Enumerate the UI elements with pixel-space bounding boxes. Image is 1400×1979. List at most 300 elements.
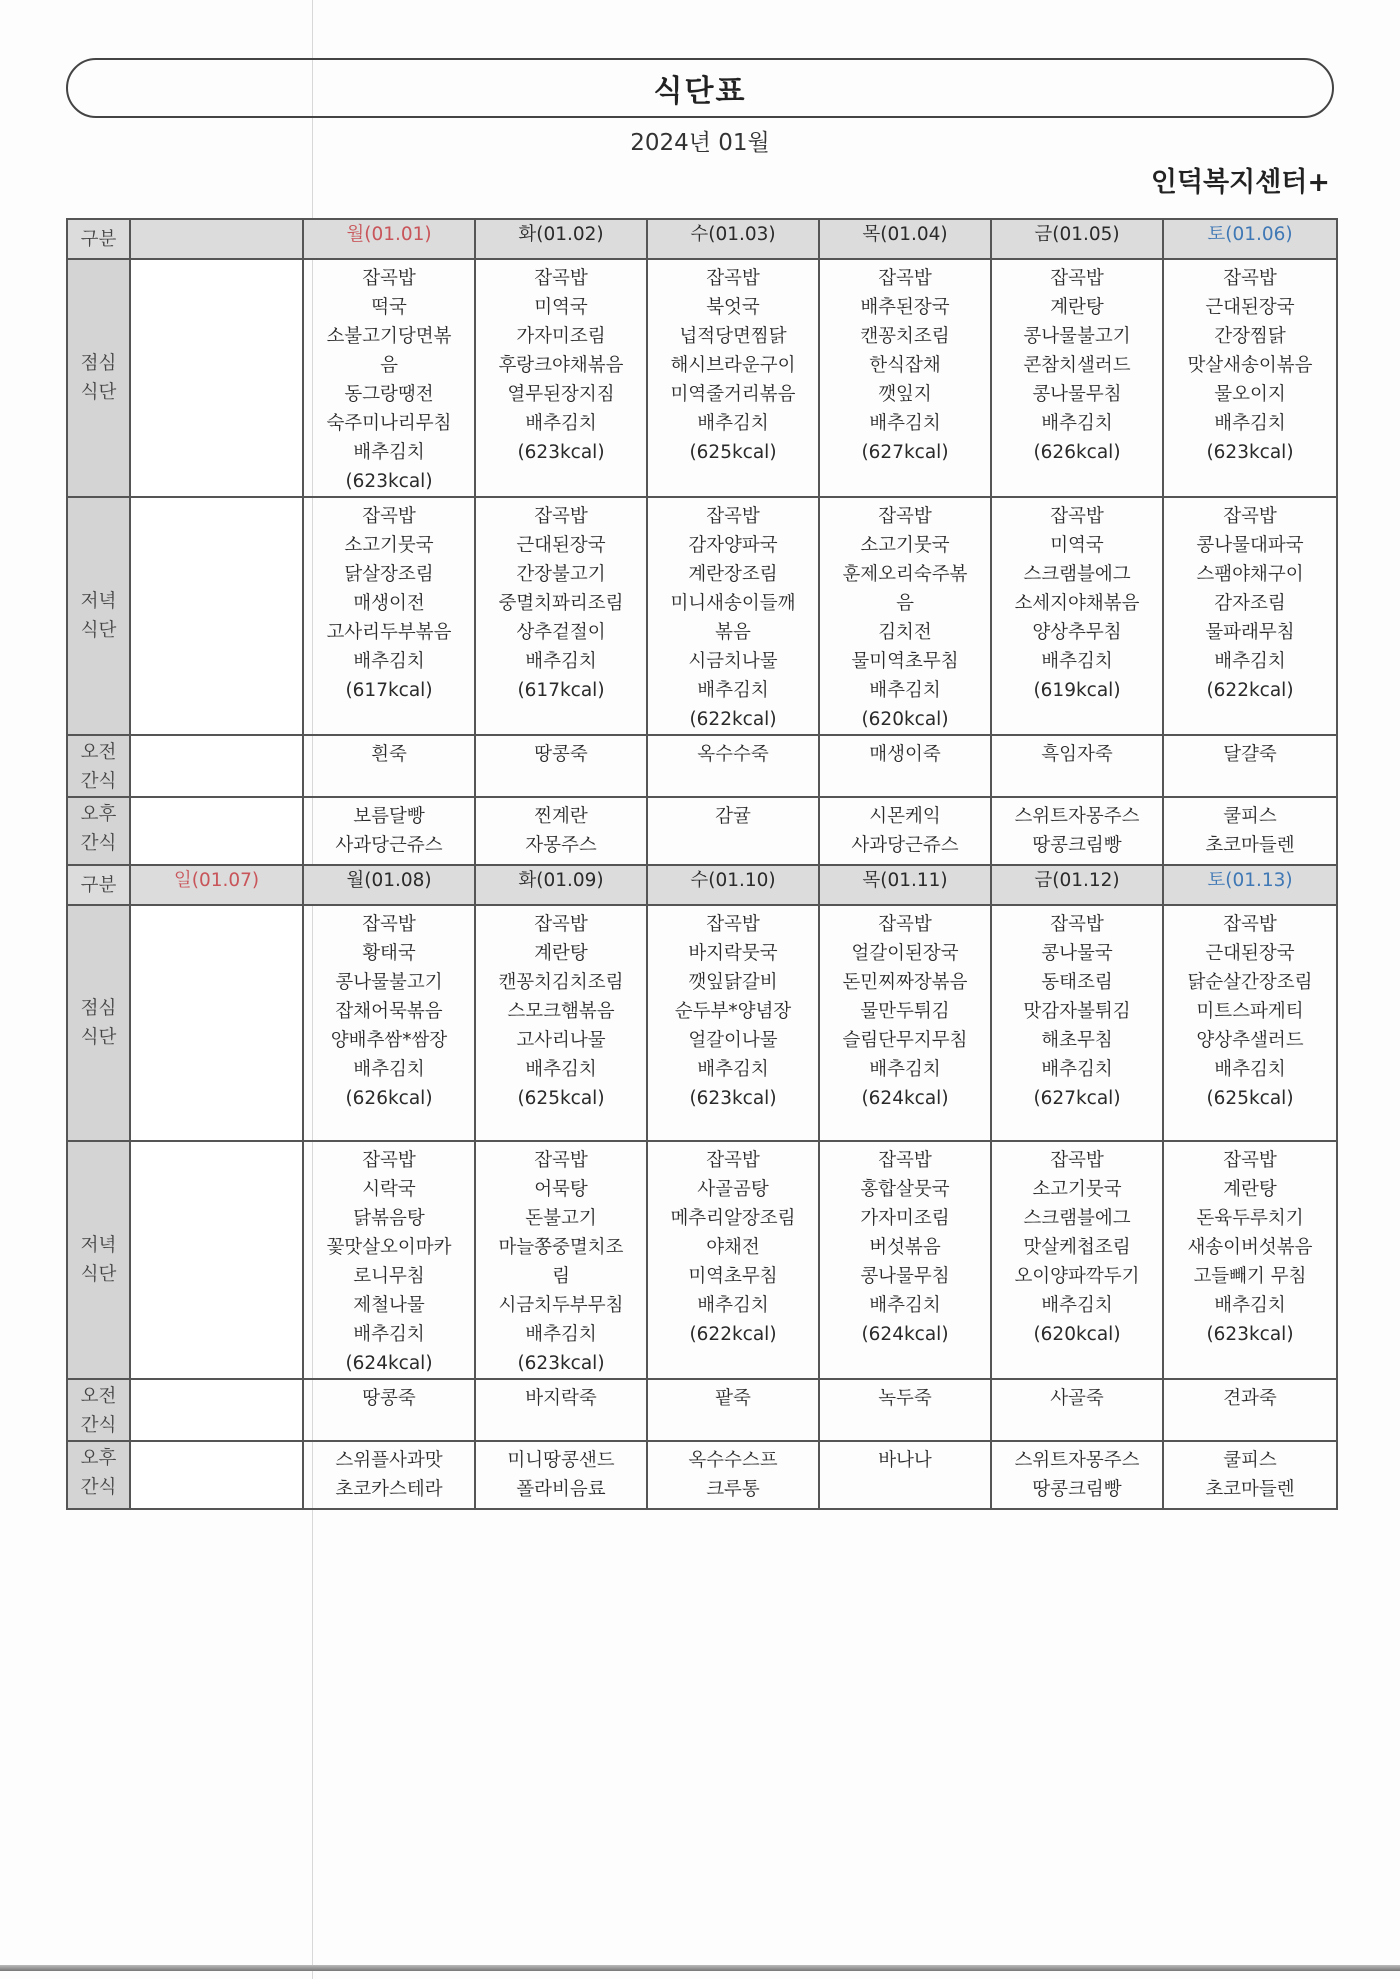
label-line: 간식: [80, 771, 117, 792]
dinner-label: [67, 497, 130, 735]
menu-item: 시락국: [362, 1179, 416, 1200]
menu-item: 땅콩죽: [362, 1388, 416, 1409]
menu-item: (620kcal): [1033, 1324, 1121, 1345]
menu-item: 맛감자볼튀김: [1023, 1001, 1131, 1022]
menu-item: (623kcal): [517, 1353, 605, 1374]
menu-item: 림: [552, 1266, 570, 1287]
am-snack-cell: [475, 735, 647, 797]
menu-item: 김치전: [878, 622, 932, 643]
am-snack-label: [67, 1379, 130, 1441]
menu-item: 해시브라운구이: [670, 355, 796, 376]
page-title: 식단표: [653, 74, 747, 109]
menu-item: 제철나물: [353, 1295, 425, 1316]
menu-item: 음: [896, 593, 914, 614]
menu-item: (620kcal): [861, 709, 949, 730]
menu-item: 양배추쌈*쌈장: [330, 1030, 448, 1051]
lunch-cell: [475, 259, 647, 497]
dinner-cell: [819, 497, 991, 735]
menu-item: 콩나물국: [1041, 943, 1113, 964]
menu-item: 스크램블에그: [1023, 564, 1131, 585]
menu-item: 잡곡밥: [362, 268, 416, 289]
label-line: 식단: [80, 1027, 117, 1048]
am-snack-cell: [303, 1379, 475, 1441]
menu-item: 배추김치: [353, 442, 425, 463]
menu-item: 사과당근쥬스: [335, 835, 443, 856]
menu-item: 깻잎지: [878, 384, 932, 405]
menu-item: 미역줄거리볶음: [670, 384, 796, 405]
category-label: 구분: [67, 219, 130, 259]
menu-item: (623kcal): [689, 1088, 777, 1109]
am-snack-cell: [1163, 1379, 1337, 1441]
empty-cell: [130, 1141, 303, 1379]
pm-snack-cell: [819, 1441, 991, 1509]
dinner-cell: [1163, 1141, 1337, 1379]
lunch-cell: [991, 905, 1163, 1141]
menu-item: 폴라비음료: [516, 1479, 606, 1500]
label-line: 간식: [80, 1415, 117, 1436]
menu-item: 견과죽: [1223, 1388, 1277, 1409]
menu-item: 옥수수스프: [688, 1450, 778, 1471]
menu-item: 잡곡밥: [1223, 506, 1277, 527]
menu-item: 콩나물불고기: [1023, 326, 1131, 347]
menu-item: 배추김치: [525, 1059, 597, 1080]
menu-item: 간장불고기: [516, 564, 606, 585]
title-banner: [66, 58, 1334, 118]
am-snack-cell: [1163, 735, 1337, 797]
dinner-cell: [475, 1141, 647, 1379]
menu-item: (624kcal): [861, 1088, 949, 1109]
menu-item: 계란탕: [534, 943, 588, 964]
menu-item: 잡곡밥: [362, 506, 416, 527]
dinner-cell: [647, 1141, 819, 1379]
menu-item: 감귤: [715, 806, 751, 827]
am-snack-cell: [991, 1379, 1163, 1441]
menu-item: 미니새송이들깨: [670, 593, 796, 614]
menu-item: (623kcal): [517, 442, 605, 463]
empty-cell: [130, 905, 303, 1141]
menu-item: 크루통: [706, 1479, 760, 1500]
day-header: 화(01.09): [475, 865, 647, 905]
day-header: 토(01.13): [1163, 865, 1337, 905]
label-line: 식단: [80, 382, 117, 403]
menu-item: 소세지야채볶음: [1014, 593, 1140, 614]
menu-item: 새송이버섯볶음: [1187, 1237, 1313, 1258]
menu-item: 물오이지: [1214, 384, 1286, 405]
menu-item: 배추김치: [1214, 413, 1286, 434]
week-header-row: [67, 865, 1337, 905]
pm-snack-cell: [647, 1441, 819, 1509]
menu-item: 고들빼기 무침: [1193, 1266, 1307, 1287]
lunch-cell: [991, 259, 1163, 497]
menu-item: 볶음: [715, 622, 751, 643]
menu-item: (622kcal): [1206, 680, 1294, 701]
label-line: 오후: [80, 1448, 117, 1469]
menu-item: 배추김치: [869, 1295, 941, 1316]
menu-item: 배추김치: [353, 1324, 425, 1345]
day-header: [130, 219, 303, 259]
menu-item: 감자조림: [1214, 593, 1286, 614]
menu-item: 잡곡밥: [1050, 506, 1104, 527]
menu-item: 물만두튀김: [860, 1001, 950, 1022]
am-snack-cell: [819, 1379, 991, 1441]
lunch-label: [67, 259, 130, 497]
label-line: 간식: [80, 1477, 117, 1498]
label-line: 저녁: [80, 591, 117, 612]
pm-snack-cell: [1163, 1441, 1337, 1509]
menu-item: 배추김치: [869, 413, 941, 434]
menu-item: 계란탕: [1050, 297, 1104, 318]
lunch-cell: [819, 905, 991, 1141]
menu-item: 배추김치: [1041, 1295, 1113, 1316]
menu-item: 계란탕: [1223, 1179, 1277, 1200]
dinner-row: [67, 1141, 1337, 1379]
menu-item: 배추김치: [1041, 651, 1113, 672]
menu-item: 배추된장국: [860, 297, 950, 318]
menu-item: 배추김치: [697, 1059, 769, 1080]
menu-item: 잡곡밥: [534, 914, 588, 935]
pm-snack-cell: [475, 1441, 647, 1509]
menu-item: 중멸치꽈리조림: [498, 593, 624, 614]
label-line: 점심: [80, 998, 117, 1019]
am-snack-row: [67, 735, 1337, 797]
menu-item: 시몬케익: [869, 806, 941, 827]
menu-item: (624kcal): [861, 1324, 949, 1345]
menu-item: 근대된장국: [1205, 943, 1295, 964]
dinner-cell: [647, 497, 819, 735]
menu-item: 바나나: [878, 1450, 932, 1471]
am-snack-cell: [303, 735, 475, 797]
menu-item: 북엇국: [706, 297, 760, 318]
empty-cell: [130, 1441, 303, 1509]
menu-item: 근대된장국: [1205, 297, 1295, 318]
pm-snack-cell: [1163, 797, 1337, 865]
menu-item: (617kcal): [345, 680, 433, 701]
label-line: 식단: [80, 1264, 117, 1285]
meal-schedule-table: [66, 218, 1338, 1510]
menu-item: 배추김치: [525, 651, 597, 672]
label-line: 오전: [80, 742, 117, 763]
menu-item: 달걀죽: [1223, 744, 1277, 765]
menu-item: 옥수수죽: [697, 744, 769, 765]
week-header-row: [67, 219, 1337, 259]
menu-item: 잡곡밥: [1050, 268, 1104, 289]
menu-item: 배추김치: [697, 1295, 769, 1316]
menu-item: 찐계란: [534, 806, 588, 827]
menu-item: 배추김치: [353, 651, 425, 672]
am-snack-cell: [991, 735, 1163, 797]
menu-item: 소고기뭇국: [1032, 1179, 1122, 1200]
day-header: 목(01.11): [819, 865, 991, 905]
menu-item: 가자미조림: [860, 1208, 950, 1229]
menu-item: 소불고기당면볶: [326, 326, 452, 347]
am-snack-row: [67, 1379, 1337, 1441]
menu-item: 땅콩죽: [534, 744, 588, 765]
dinner-cell: [303, 1141, 475, 1379]
menu-item: 매생이전: [353, 593, 425, 614]
lunch-label: [67, 905, 130, 1141]
organization-name: 인덕복지센터+: [1150, 167, 1330, 198]
menu-item: 맛살새송이볶음: [1187, 355, 1313, 376]
menu-item: 잡곡밥: [706, 506, 760, 527]
label-line: 간식: [80, 833, 117, 854]
menu-item: 잡곡밥: [1223, 914, 1277, 935]
label-line: 저녁: [80, 1235, 117, 1256]
menu-item: 사골죽: [1050, 1388, 1104, 1409]
lunch-cell: [647, 905, 819, 1141]
menu-item: (626kcal): [1033, 442, 1121, 463]
pm-snack-label: [67, 1441, 130, 1509]
menu-item: 초코카스테라: [335, 1479, 443, 1500]
am-snack-cell: [647, 1379, 819, 1441]
menu-item: 자몽주스: [525, 835, 597, 856]
menu-item: 잡곡밥: [362, 914, 416, 935]
empty-cell: [130, 735, 303, 797]
menu-item: 배추김치: [697, 680, 769, 701]
menu-item: 순두부*양념장: [674, 1001, 792, 1022]
label-line: 점심: [80, 353, 117, 374]
menu-item: (627kcal): [1033, 1088, 1121, 1109]
menu-item: 잡곡밥: [1223, 1150, 1277, 1171]
menu-item: 콩나물불고기: [335, 972, 443, 993]
menu-item: 감자양파국: [688, 535, 778, 556]
menu-item: 스크램블에그: [1023, 1208, 1131, 1229]
lunch-row: [67, 259, 1337, 497]
empty-cell: [130, 797, 303, 865]
menu-item: 메추리알장조림: [670, 1208, 796, 1229]
menu-item: 배추김치: [1041, 413, 1113, 434]
lunch-cell: [1163, 905, 1337, 1141]
menu-item: 콩나물무침: [860, 1266, 950, 1287]
empty-cell: [130, 259, 303, 497]
empty-cell: [130, 1379, 303, 1441]
pm-snack-cell: [475, 797, 647, 865]
pm-snack-cell: [647, 797, 819, 865]
day-header: 금(01.12): [991, 865, 1163, 905]
menu-item: 버섯볶음: [869, 1237, 941, 1258]
menu-item: 양상추무침: [1032, 622, 1122, 643]
menu-item: 오이양파깍두기: [1014, 1266, 1140, 1287]
menu-item: 돈육두루치기: [1196, 1208, 1304, 1229]
menu-item: 잡곡밥: [1050, 914, 1104, 935]
day-header: 토(01.06): [1163, 219, 1337, 259]
dinner-cell: [991, 1141, 1163, 1379]
menu-item: 콘참치샐러드: [1023, 355, 1131, 376]
lunch-cell: [475, 905, 647, 1141]
menu-item: 후랑크야채볶음: [498, 355, 624, 376]
menu-item: 미니땅콩샌드: [507, 1450, 615, 1471]
menu-item: 잡곡밥: [878, 914, 932, 935]
menu-item: (619kcal): [1033, 680, 1121, 701]
menu-item: 물미역초무침: [851, 651, 959, 672]
menu-item: 야채전: [706, 1237, 760, 1258]
pm-snack-label: [67, 797, 130, 865]
menu-item: 스모크햄볶음: [507, 1001, 615, 1022]
lunch-cell: [303, 905, 475, 1141]
menu-item: 초코마들렌: [1205, 1479, 1295, 1500]
menu-item: 간장찜닭: [1214, 326, 1286, 347]
menu-item: 돈불고기: [525, 1208, 597, 1229]
dinner-cell: [819, 1141, 991, 1379]
day-header: 목(01.04): [819, 219, 991, 259]
menu-item: 닭살장조림: [344, 564, 434, 585]
menu-item: 마늘쫑중멸치조: [498, 1237, 624, 1258]
lunch-cell: [819, 259, 991, 497]
menu-item: 닭순살간장조림: [1187, 972, 1313, 993]
menu-item: 배추김치: [353, 1059, 425, 1080]
menu-item: 스팸야채구이: [1196, 564, 1304, 585]
menu-item: 훈제오리숙주볶: [842, 564, 968, 585]
menu-item: (622kcal): [689, 709, 777, 730]
menu-item: 소고기뭇국: [344, 535, 434, 556]
menu-item: (625kcal): [689, 442, 777, 463]
lunch-cell: [647, 259, 819, 497]
menu-item: 넙적당면찜닭: [679, 326, 787, 347]
am-snack-label: [67, 735, 130, 797]
pm-snack-cell: [991, 1441, 1163, 1509]
menu-item: 사골곰탕: [697, 1179, 769, 1200]
menu-item: 시금치나물: [688, 651, 778, 672]
dinner-row: [67, 497, 1337, 735]
day-header: 수(01.03): [647, 219, 819, 259]
period-label: 2024년 01월: [630, 130, 770, 156]
day-header: 화(01.02): [475, 219, 647, 259]
menu-item: 로니무침: [353, 1266, 425, 1287]
menu-item: 양상추샐러드: [1196, 1030, 1304, 1051]
dinner-cell: [475, 497, 647, 735]
menu-item: 잡곡밥: [534, 506, 588, 527]
am-snack-cell: [819, 735, 991, 797]
menu-item: 시금치두부무침: [498, 1295, 624, 1316]
menu-item: 고사리두부볶음: [326, 622, 452, 643]
menu-item: 잡곡밥: [878, 506, 932, 527]
day-header: 월(01.01): [303, 219, 475, 259]
menu-item: 고사리나물: [516, 1030, 606, 1051]
menu-item: 땅콩크림빵: [1032, 835, 1122, 856]
menu-item: 잡곡밥: [878, 268, 932, 289]
menu-item: 잡곡밥: [362, 1150, 416, 1171]
menu-item: 바지락뭇국: [688, 943, 778, 964]
menu-item: 배추김치: [869, 680, 941, 701]
menu-item: 잡곡밥: [878, 1150, 932, 1171]
menu-item: 잡채어묵볶음: [335, 1001, 443, 1022]
menu-item: 물파래무침: [1205, 622, 1295, 643]
menu-item: 배추김치: [1214, 1295, 1286, 1316]
menu-item: 잡곡밥: [706, 914, 760, 935]
menu-item: 황태국: [362, 943, 416, 964]
menu-item: 소고기뭇국: [860, 535, 950, 556]
dinner-cell: [1163, 497, 1337, 735]
lunch-cell: [1163, 259, 1337, 497]
menu-item: 어묵탕: [534, 1179, 588, 1200]
menu-item: (617kcal): [517, 680, 605, 701]
menu-item: 스위트자몽주스: [1014, 1450, 1140, 1471]
menu-item: 맛살케첩조림: [1023, 1237, 1131, 1258]
label-line: 오후: [80, 804, 117, 825]
day-header: 일(01.07): [130, 865, 303, 905]
menu-item: 동태조림: [1041, 972, 1113, 993]
menu-item: 잡곡밥: [534, 1150, 588, 1171]
day-header: 금(01.05): [991, 219, 1163, 259]
menu-item: 배추김치: [1214, 651, 1286, 672]
pm-snack-cell: [819, 797, 991, 865]
pm-snack-cell: [303, 1441, 475, 1509]
pm-snack-cell: [303, 797, 475, 865]
menu-item: 쿨피스: [1223, 1450, 1277, 1471]
menu-item: 얼갈이된장국: [851, 943, 959, 964]
menu-item: 잡곡밥: [1223, 268, 1277, 289]
menu-item: 해초무침: [1041, 1030, 1113, 1051]
menu-item: 꽃맛살오이마카: [326, 1237, 452, 1258]
page-bottom-edge: [0, 1965, 1400, 1971]
menu-item: 배추김치: [697, 413, 769, 434]
label-line: 오전: [80, 1386, 117, 1407]
menu-item: 흑임자죽: [1041, 744, 1113, 765]
menu-item: (622kcal): [689, 1324, 777, 1345]
pm-snack-row: [67, 797, 1337, 865]
menu-item: 매생이죽: [869, 744, 941, 765]
pm-snack-cell: [991, 797, 1163, 865]
menu-item: 배추김치: [869, 1059, 941, 1080]
menu-item: 스위플사과맛: [335, 1450, 443, 1471]
menu-item: 근대된장국: [516, 535, 606, 556]
menu-item: 홍합살뭇국: [860, 1179, 950, 1200]
menu-item: 잡곡밥: [706, 1150, 760, 1171]
menu-item: 스위트자몽주스: [1014, 806, 1140, 827]
menu-item: 흰죽: [371, 744, 407, 765]
menu-item: 콩나물무침: [1032, 384, 1122, 405]
menu-item: 상추겉절이: [516, 622, 606, 643]
category-label: 구분: [67, 865, 130, 905]
menu-item: 보름달빵: [353, 806, 425, 827]
empty-cell: [130, 497, 303, 735]
dinner-label: [67, 1141, 130, 1379]
menu-item: 가자미조림: [516, 326, 606, 347]
dinner-cell: [303, 497, 475, 735]
menu-item: 닭볶음탕: [353, 1208, 425, 1229]
menu-item: 동그랑땡전: [344, 384, 434, 405]
menu-item: 쿨피스: [1223, 806, 1277, 827]
menu-item: 사과당근쥬스: [851, 835, 959, 856]
menu-item: 배추김치: [1214, 1059, 1286, 1080]
menu-item: (623kcal): [345, 471, 433, 492]
menu-item: 캔꽁치조림: [860, 326, 950, 347]
menu-item: 미역국: [1050, 535, 1104, 556]
menu-item: 잡곡밥: [1050, 1150, 1104, 1171]
menu-item: (625kcal): [517, 1088, 605, 1109]
menu-item: 잡곡밥: [534, 268, 588, 289]
lunch-cell: [303, 259, 475, 497]
menu-item: 잡곡밥: [706, 268, 760, 289]
menu-item: 한식잡채: [869, 355, 941, 376]
menu-item: 바지락죽: [525, 1388, 597, 1409]
menu-item: (623kcal): [1206, 442, 1294, 463]
menu-item: 팥죽: [715, 1388, 751, 1409]
menu-item: (625kcal): [1206, 1088, 1294, 1109]
menu-item: 계란장조림: [688, 564, 778, 585]
menu-item: (624kcal): [345, 1353, 433, 1374]
am-snack-cell: [647, 735, 819, 797]
menu-item: 떡국: [371, 297, 407, 318]
pm-snack-row: [67, 1441, 1337, 1509]
menu-item: 열무된장지짐: [507, 384, 615, 405]
menu-item: 숙주미나리무침: [326, 413, 452, 434]
menu-item: 배추김치: [1041, 1059, 1113, 1080]
menu-item: 초코마들렌: [1205, 835, 1295, 856]
menu-item: (626kcal): [345, 1088, 433, 1109]
menu-item: 캔꽁치김치조림: [498, 972, 624, 993]
menu-item: 깻잎닭갈비: [688, 972, 778, 993]
menu-item: 미역국: [534, 297, 588, 318]
